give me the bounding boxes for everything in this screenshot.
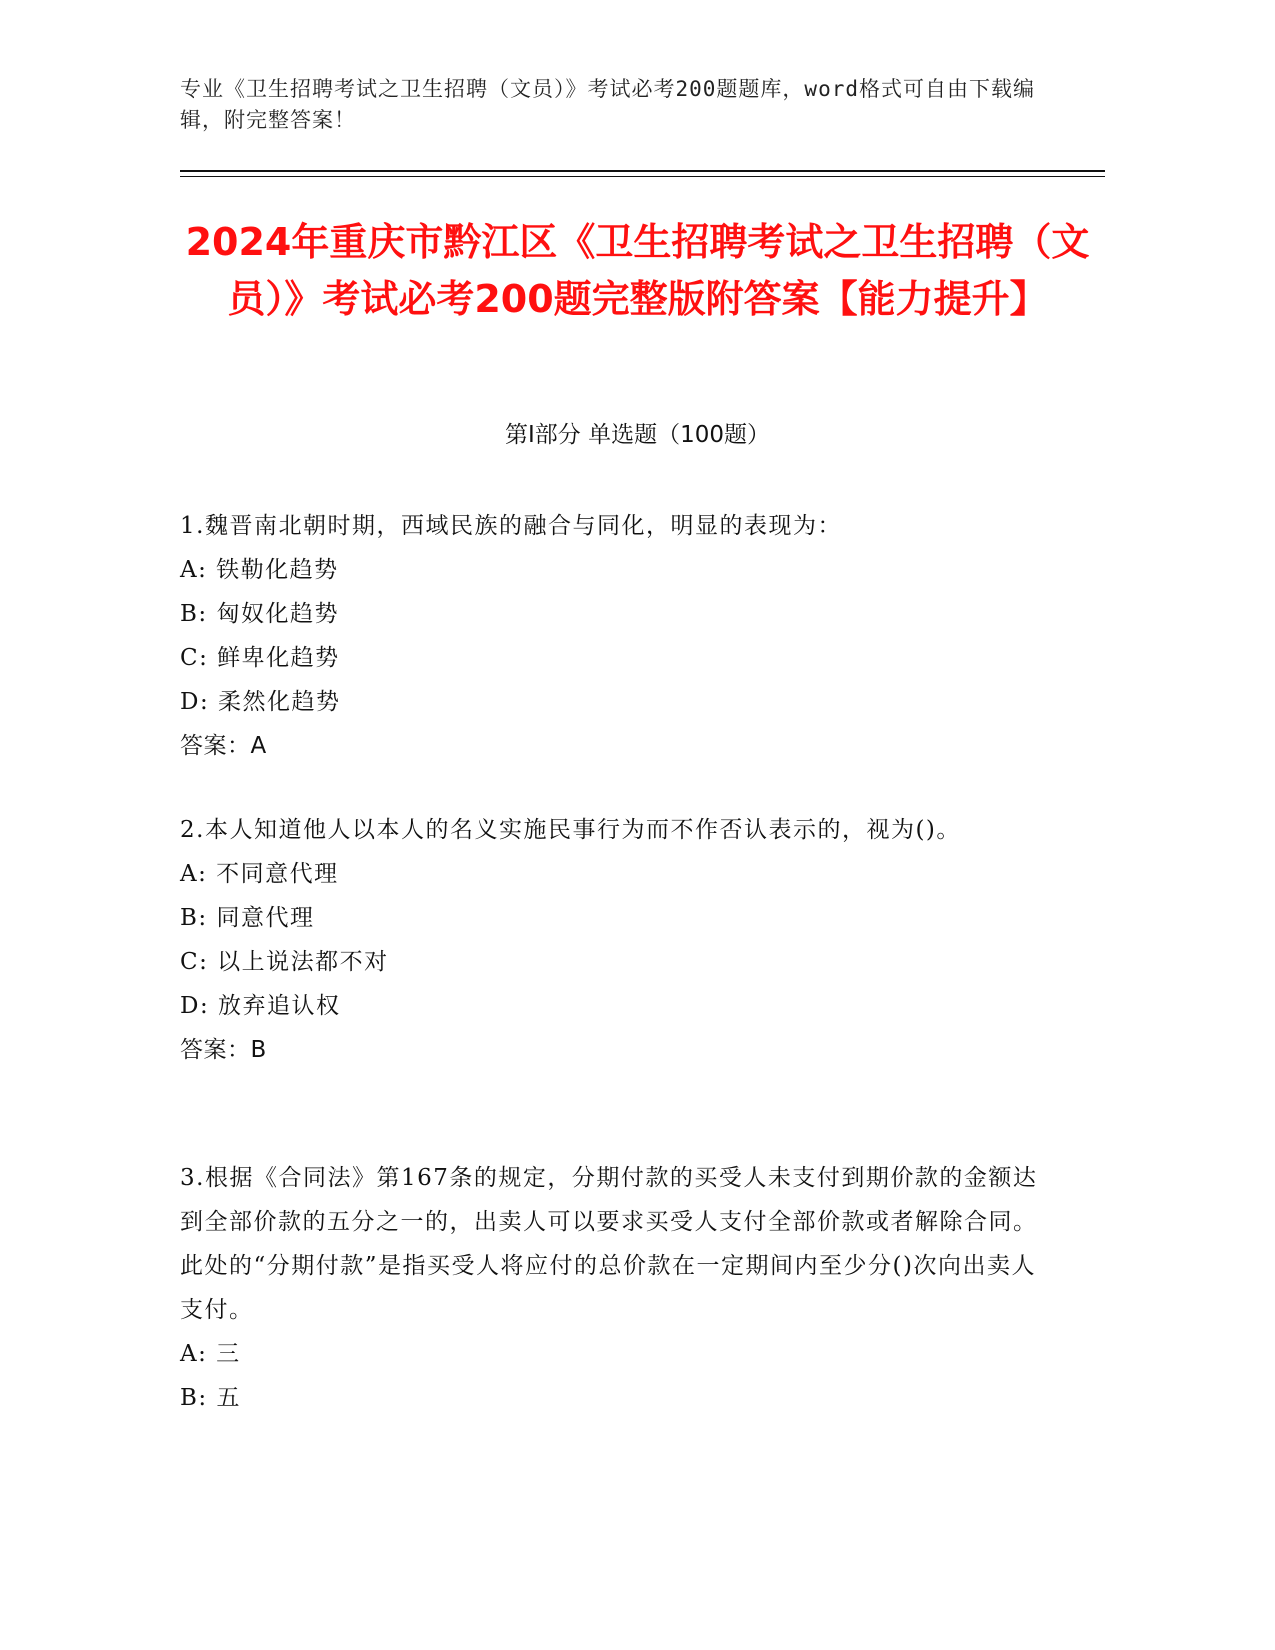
option-d: D: 柔然化趋势 xyxy=(180,689,341,715)
option-c: C: 以上说法都不对 xyxy=(180,949,389,975)
section-title: 第I部分 单选题（100题） xyxy=(505,422,770,448)
option-a: A: 铁勒化趋势 xyxy=(180,557,339,583)
option-a: A: 三 xyxy=(180,1341,241,1367)
header-divider-thick xyxy=(180,170,1105,172)
answer: 答案：B xyxy=(180,1037,267,1063)
question-stem: 3.根据《合同法》第167条的规定，分期付款的买受人未支付到期价款的金额达到全部价款的五分之一的，出卖人可以要求买受人支付全部价款或者解除合同。此处的“分期付款”是指买受人将应付的总价款在一定期间内至少分()次向出卖人支付。 xyxy=(180,1165,1038,1323)
document-title: 2024年重庆市黔江区《卫生招聘考试之卫生招聘（文员）》考试必考200题完整版附答案【能力提升】 xyxy=(185,220,1090,321)
question-stem: 1.魏晋南北朝时期，西域民族的融合与同化，明显的表现为： xyxy=(180,513,842,539)
question-2 xyxy=(180,808,1040,1072)
header-note: 专业《卫生招聘考试之卫生招聘（文员）》考试必考200题题库，word格式可自由下载编辑，附完整答案！ xyxy=(180,77,1035,132)
question-3 xyxy=(180,1156,1040,1420)
answer: 答案：A xyxy=(180,733,267,759)
option-b: B: 同意代理 xyxy=(180,905,315,931)
option-b: B: 五 xyxy=(180,1385,241,1411)
option-c: C: 鲜卑化趋势 xyxy=(180,645,340,671)
question-1 xyxy=(180,504,1040,768)
option-d: D: 放弃追认权 xyxy=(180,993,341,1019)
question-stem: 2.本人知道他人以本人的名义实施民事行为而不作否认表示的，视为()。 xyxy=(180,817,961,843)
header-divider-thin xyxy=(180,176,1105,177)
option-b: B: 匈奴化趋势 xyxy=(180,601,339,627)
option-a: A: 不同意代理 xyxy=(180,861,339,887)
